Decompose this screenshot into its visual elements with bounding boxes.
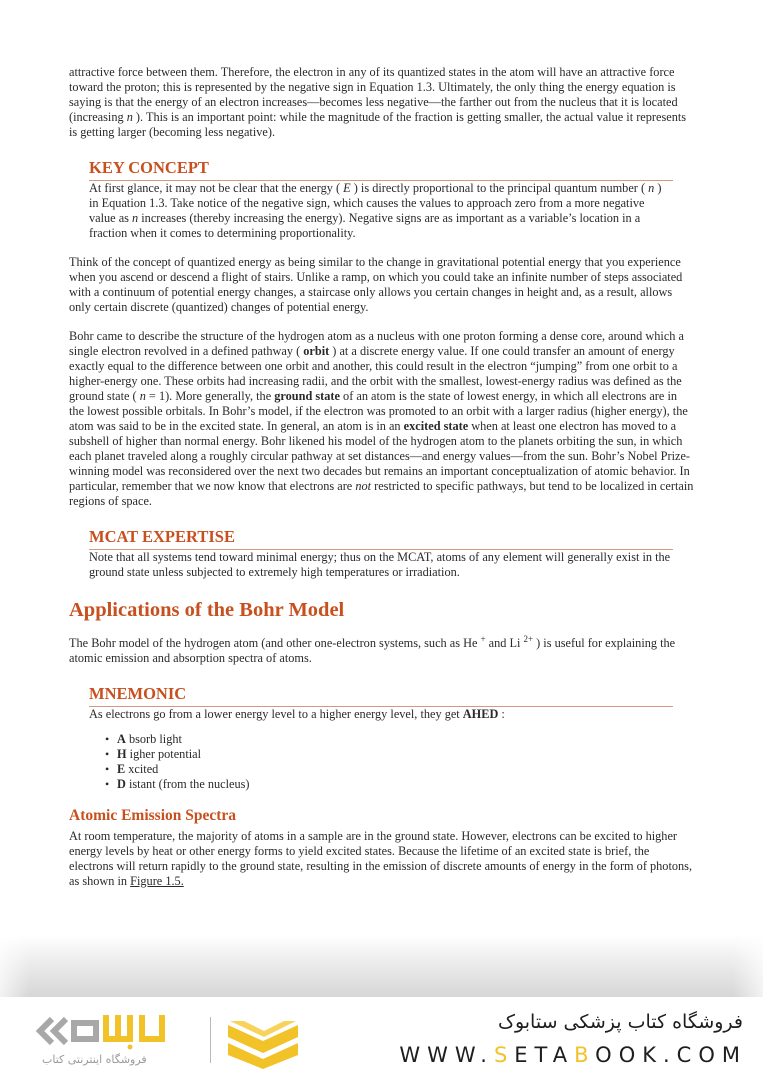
key-concept-box (89, 158, 673, 241)
intro-text-end: ). This is an important point: while the magnitude of the fraction is getting smaller, the actual value it represents is getting larger (becoming less negative). (69, 110, 687, 139)
bohr-text-5: when at least one electron has moved to a subshell of higher than normal energy. Bohr likened his model of the hydrogen atom to the planets orbiting the sun, in which each planet traveled along a roughly circular pathway at set distances—and energy values—from the sun. Bohr’s Nobel Prize-winning model was reconsidered over the next two decades but remains an important conceptualization of atomic behavior. In particular, remember that we now know that electrons are (69, 419, 691, 493)
mnemonic-word: igher potential (126, 747, 202, 762)
mnemonic-letter: A (117, 732, 126, 747)
app-text-3: ) is useful for explaining the atomic emission and absorption spectra of atoms. (69, 636, 676, 666)
mnemonic-word: xcited (125, 762, 159, 777)
kc-text-3: ) in Equation 1.3. Take notice of the negative sign, which causes the values to approach zero from a more negative value as (89, 181, 662, 225)
superscript-he: + (480, 634, 486, 644)
intro-text: attractive force between them. Therefore, the electron in any of its quantized states in the atom will have an attractive force toward the proton; this is represented by the negative sign in Equation 1.3. Ultimately, the only thing the energy equation is saying is that the energy of an electron increases—becomes less negative—the farther out from the nucleus that it is located (increasing (69, 65, 678, 124)
url-highlight: S (493, 1043, 515, 1067)
intro-paragraph (69, 65, 695, 140)
mnemonic-letter: H (117, 747, 127, 762)
bohr-text-3: = 1). More generally, the (145, 389, 275, 403)
list-item (105, 747, 673, 762)
watermark-footer (0, 997, 763, 1080)
mnemonic-colon: : (498, 707, 505, 722)
var-e: E (343, 181, 351, 195)
url-highlight: B (574, 1043, 596, 1067)
bohr-text-2: ) at a discrete energy value. If one could transfer an amount of energy exactly equal to the difference between one orbit and another, this could result in the electron “jumping” from one orbit to a higher-energy one. These orbits had increasing radii, and the orbit with the smallest, lowest-energy radius was defined as the ground state ( (69, 344, 682, 403)
mnemonic-text (89, 707, 673, 722)
mcat-expertise-title: MCAT EXPERTISE (89, 527, 673, 550)
var-n: n (126, 110, 133, 124)
stairs-paragraph: Think of the concept of quantized energy as being similar to the change in gravitational potential energy that you experience when you ascend or descend a flight of stairs. Unlike a ramp, on which you could take an infinite number of steps associated with a continuum of potential energy changes, a staircase only allows you certain changes in height and, as a result, allows only certain discrete (quantized) changes of potential energy. (69, 255, 683, 314)
term-ground-state: ground state (274, 389, 340, 403)
mnemonic-acronym: AHED (462, 707, 499, 722)
var-n: n (648, 181, 655, 195)
key-concept-text (89, 181, 673, 241)
emphasis-not: not (355, 479, 372, 493)
bohr-paragraph (69, 329, 695, 509)
mnemonic-word: bsorb light (125, 732, 182, 747)
figure-link[interactable]: Figure 1.5. (130, 874, 184, 889)
url-part: OOK.COM (595, 1043, 747, 1067)
kc-text-2: ) is directly proportional to the principal quantum number ( (350, 181, 649, 195)
logo-wordmark-icon (30, 1011, 180, 1051)
app-text-2: and Li (485, 636, 524, 651)
applications-paragraph (69, 632, 695, 666)
key-concept-title: KEY CONCEPT (89, 158, 673, 181)
superscript-li: 2+ (523, 634, 534, 644)
list-item (105, 777, 673, 792)
mnemonic-word: istant (from the nucleus) (125, 777, 250, 792)
setabook-logo (30, 1011, 300, 1073)
mcat-expertise-text: Note that all systems tend toward minimal energy; thus on the MCAT, atoms of any element will generally exist in the ground state unless subjected to extremely high temperatures or irradiation. (89, 550, 671, 579)
emission-paragraph (69, 829, 695, 889)
section-heading-emission: Atomic Emission Spectra (69, 807, 237, 825)
logo-divider (210, 1017, 211, 1063)
var-n: n (132, 211, 139, 225)
section-heading-applications: Applications of the Bohr Model (69, 599, 345, 621)
term-orbit: orbit (303, 344, 330, 358)
logo-subtitle: فروشگاه اینترنتی کتاب (42, 1053, 147, 1066)
bohr-text-1: Bohr came to describe the structure of the hydrogen atom as a nucleus with one proton forming a dense core, around which a single electron revolved in a defined pathway ( (69, 329, 684, 358)
var-n: n (139, 389, 146, 403)
term-excited-state: excited state (403, 419, 469, 433)
url-part: ETA (514, 1043, 575, 1067)
page-content (69, 65, 695, 889)
kc-text-1: At first glance, it may not be clear that the energy ( (89, 181, 344, 195)
chevron-logo-icon (228, 1019, 298, 1069)
bohr-text-6: restricted to specific pathways, but tend to be localized in certain regions of space. (69, 479, 694, 508)
kc-text-4: increases (thereby increasing the energy). Negative signs are as important as a variable’s location in a fraction when it comes to determining proportionality. (89, 211, 641, 240)
app-text-1: The Bohr model of the hydrogen atom (and other one-electron systems, such as He (69, 636, 481, 651)
page-shadow (0, 935, 763, 997)
list-item (105, 732, 673, 747)
mnemonic-title: MNEMONIC (89, 684, 673, 707)
emission-text: At room temperature, the majority of atoms in a sample are in the ground state. However, electrons can be excited to higher energy levels by heat or other energy forms to yield excited states. Because the lifetime of an excited state is brief, the electrons will return rapidly to the ground state, resulting in the emission of discrete amounts of energy in the form of photons, as shown in (69, 829, 693, 889)
mnemonic-box (89, 684, 673, 792)
mnemonic-letter: D (117, 777, 126, 792)
mnemonic-list (105, 732, 673, 792)
url-part: WWW. (399, 1043, 494, 1067)
mnemonic-letter: E (117, 762, 126, 777)
store-name: فروشگاه کتاب پزشکی ستابوک (497, 1011, 743, 1033)
list-item (105, 762, 673, 777)
store-url[interactable] (399, 1043, 747, 1067)
mcat-expertise-box (89, 527, 673, 580)
mnemonic-intro: As electrons go from a lower energy level to a higher energy level, they get (89, 707, 463, 722)
bohr-text-4: of an atom is the state of lowest energy, in which all electrons are in the lowest possible orbitals. In Bohr’s model, if the electron was promoted to an orbit with a larger radius (higher energy), the atom was said to be in the excited state. In general, an atom is in an (69, 389, 688, 433)
